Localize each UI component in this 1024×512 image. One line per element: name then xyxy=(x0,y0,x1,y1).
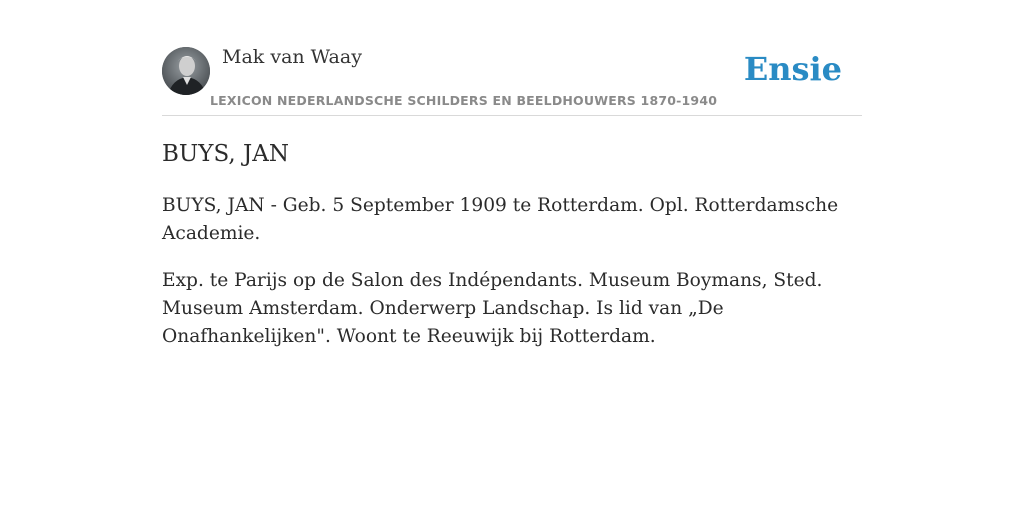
article-header xyxy=(162,40,862,116)
author-avatar[interactable] xyxy=(162,47,210,95)
article-paragraph: Exp. te Parijs op de Salon des Indépendants. Museum Boymans, Sted. Museum Amsterdam. Onderwerp Landschap. Is lid van „De Onafhankelijken". Woont te Reeuwijk bij Rotterdam. xyxy=(162,270,823,347)
lexicon-subtitle[interactable]: LEXICON NEDERLANDSCHE SCHILDERS EN BEELDHOUWERS 1870-1940 xyxy=(210,93,718,108)
article-content xyxy=(162,138,862,351)
author-name[interactable]: Mak van Waay xyxy=(222,46,362,68)
portrait-icon xyxy=(162,47,210,95)
ensie-logo[interactable]: Ensie xyxy=(743,50,842,88)
article-title: BUYS, JAN xyxy=(162,141,289,167)
article-paragraph: BUYS, JAN - Geb. 5 September 1909 te Rotterdam. Opl. Rotterdamsche Academie. xyxy=(162,195,839,244)
